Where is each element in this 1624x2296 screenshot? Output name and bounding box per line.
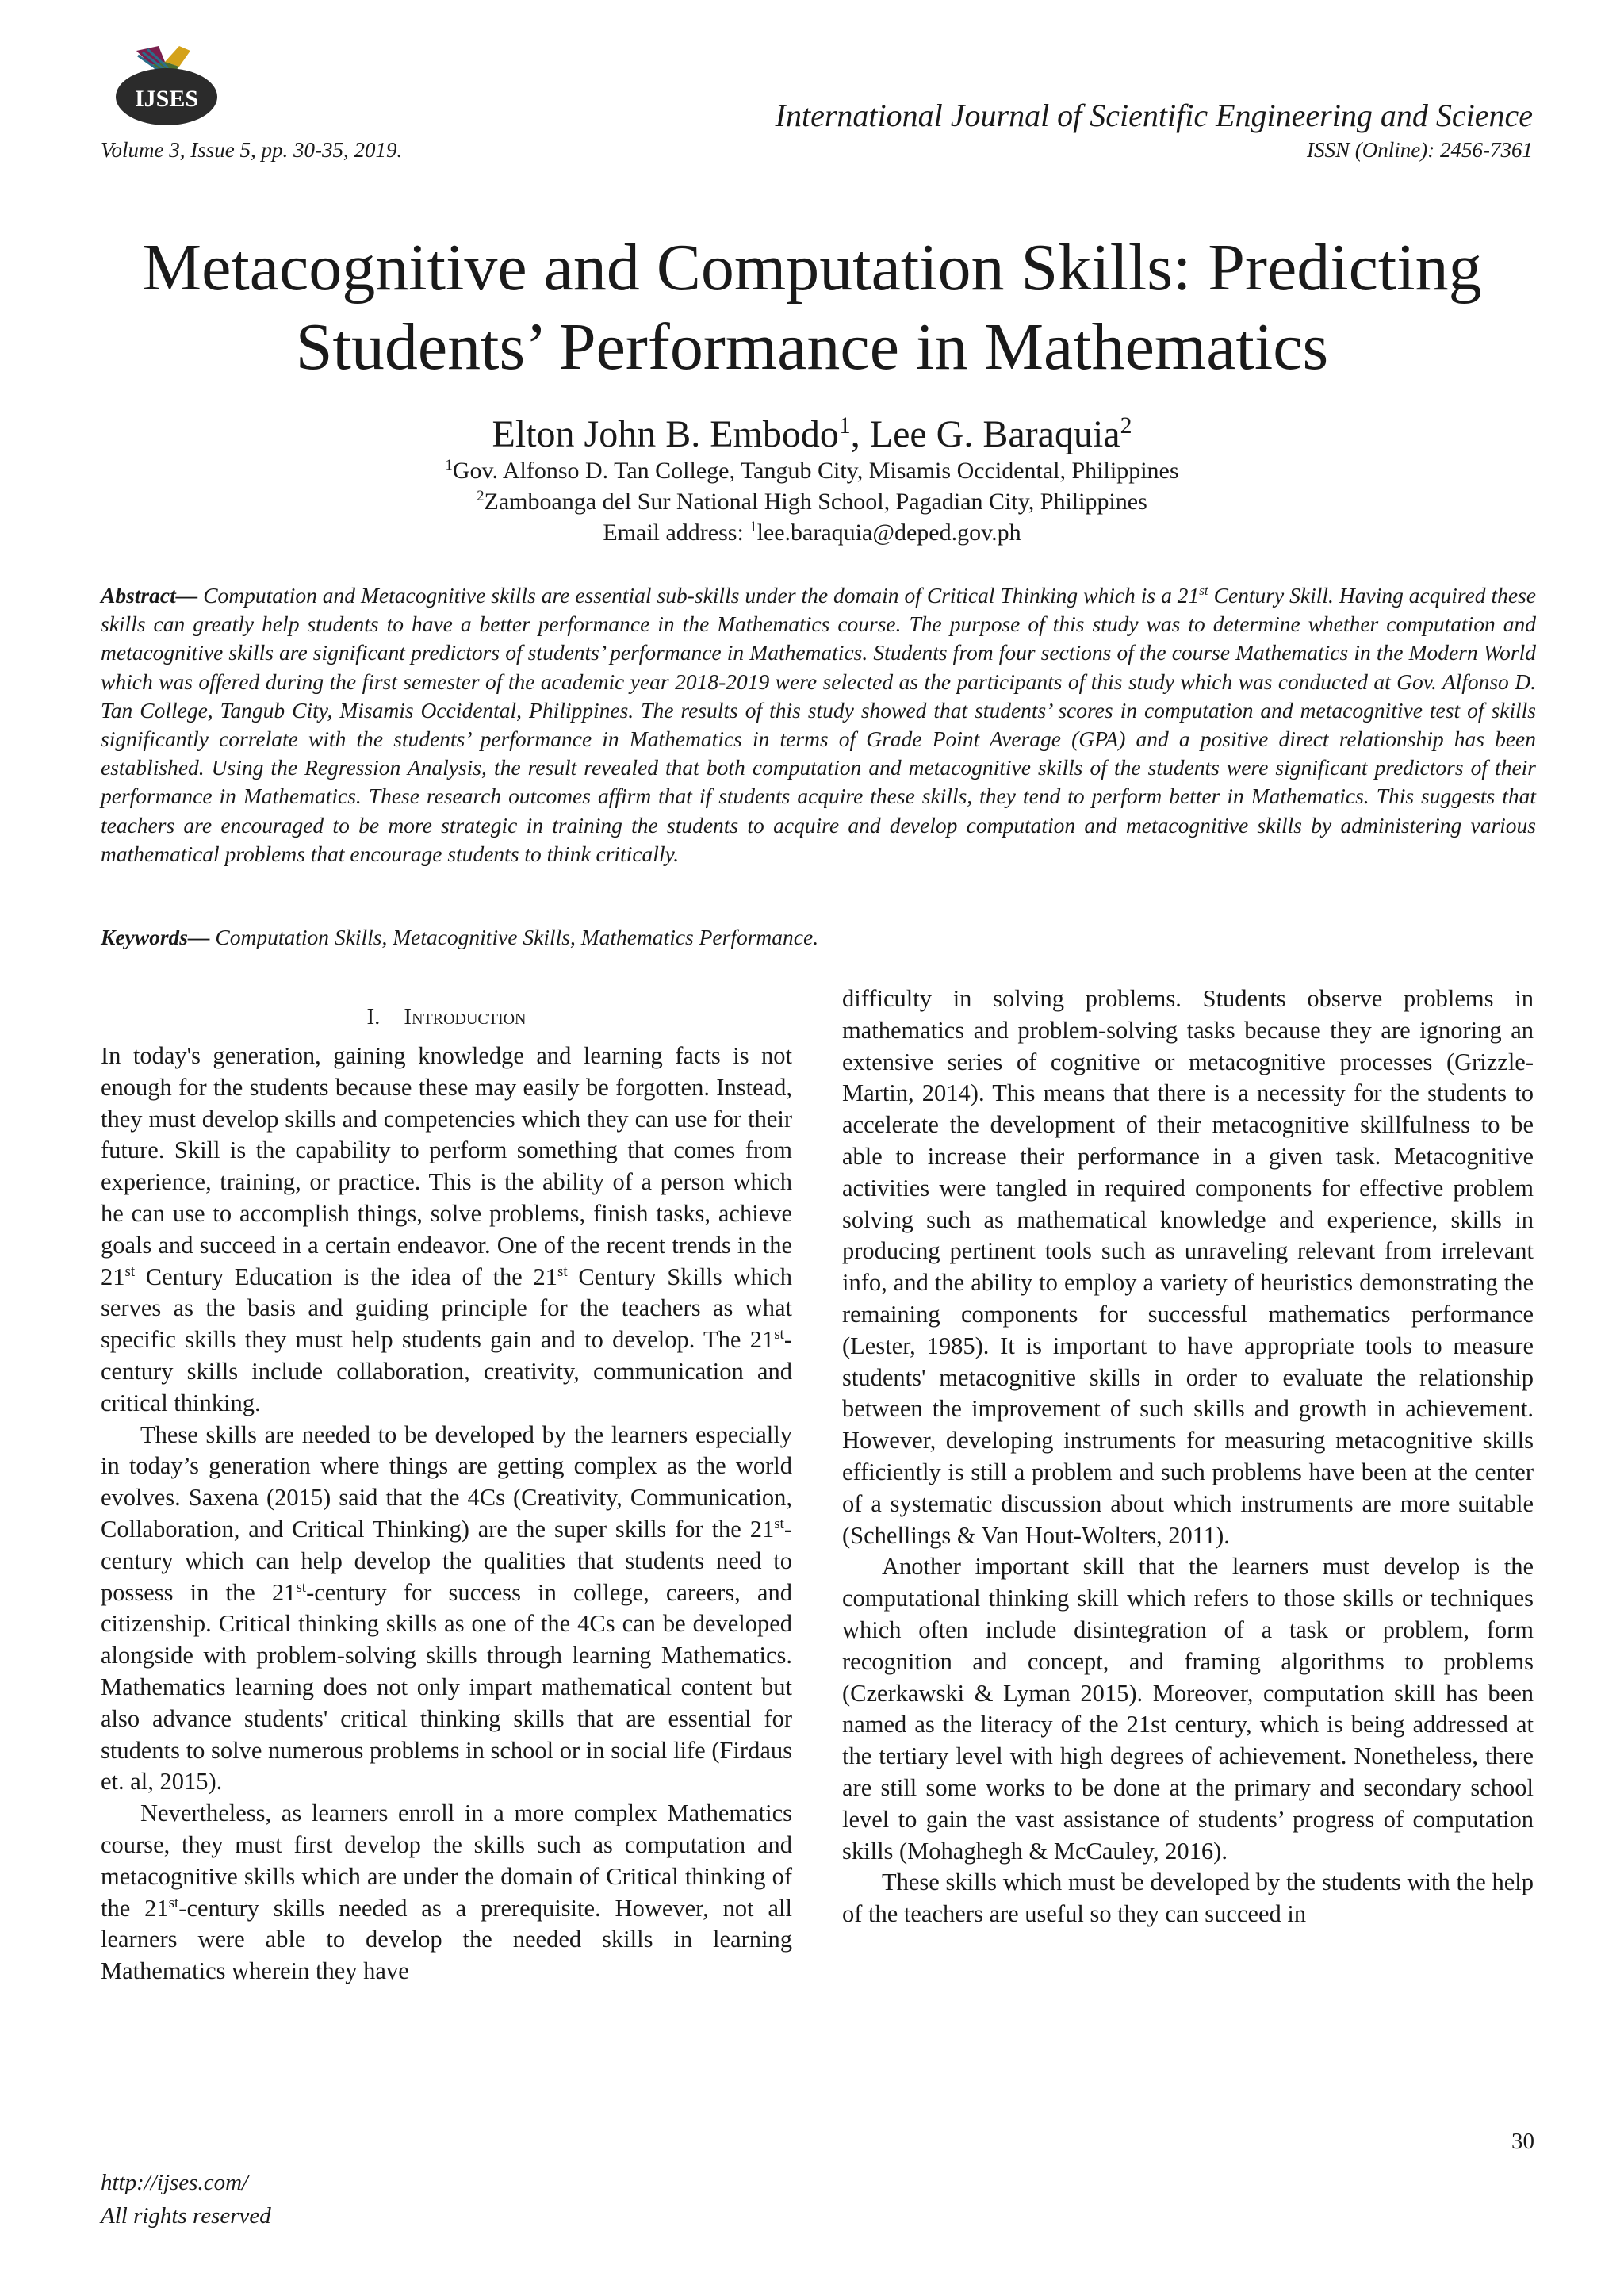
affiliation-1: [0, 455, 1624, 486]
author-2: Lee G. Baraquia: [869, 413, 1120, 455]
author-1: Elton John B. Embodo: [492, 413, 839, 455]
section-number: I.: [366, 1004, 381, 1029]
logo-text: IJSES: [134, 86, 199, 112]
paragraph: These skills which must be developed by the students with the help of the teachers are useful so they can succeed in: [842, 1869, 1534, 1928]
issn: [1307, 138, 1533, 163]
authors: [0, 411, 1624, 458]
keywords: [101, 923, 1536, 952]
paragraph: difficulty in solving problems. Students observe problems in mathematics and problem-solving tasks because they are ignoring an extensive series of cognitive or metacognitive processes (Grizzle-Martin, 2014). This means that there is a necessity for the students to accelerate the development of their metacognitive skillfulness to be able to increase their performance in a given task. Metacognitive activities were tangled in required components for effective problem solving such as mathematical knowledge and experience, skills in producing pertinent tools such as unraveling relevant from irrelevant info, and the ability to employ a variety of heuristics demonstrating the remaining components for successful mathematics performance (Lester, 1985). It is important to have appropriate tools to measure students' metacognitive skills in order to evaluate the relationship between the improvement of such skills and growth in achievement. However, developing instruments for measuring metacognitive skills efficiently is still a problem and such problems have been at the center of a systematic discussion about which instruments are more suitable (Schellings & Van Hout-Wolters, 2011).: [842, 985, 1534, 1549]
left-column: [101, 1001, 792, 1987]
affiliation-2: [0, 486, 1624, 517]
volume-info: Volume 3, Issue 5, pp. 30-35, 2019.: [101, 138, 403, 162]
author-1-sup: 1: [838, 412, 851, 439]
section-title: Introduction: [404, 1004, 527, 1029]
page-number: 30: [1511, 2129, 1534, 2154]
abstract-label: Abstract—: [101, 583, 198, 608]
paper-title: [0, 228, 1624, 387]
email-sup: 1: [749, 519, 757, 535]
affiliation-2-text: Zamboanga del Sur National High School, Pagadian City, Philippines: [484, 489, 1147, 515]
email-label: Email address:: [603, 519, 750, 546]
footer-url[interactable]: http://ijses.com/: [101, 2170, 249, 2195]
keywords-label: Keywords—: [101, 925, 210, 949]
keywords-text: Computation Skills, Metacognitive Skills, Mathematics Performance.: [209, 925, 819, 949]
footer: [101, 2166, 271, 2233]
journal-logo: [103, 35, 230, 130]
affiliation-1-text: Gov. Alfonso D. Tan College, Tangub City, Misamis Occidental, Philippines: [452, 458, 1179, 484]
footer-rights: All rights reserved: [101, 2203, 271, 2229]
email-address[interactable]: lee.baraquia@deped.gov.ph: [756, 519, 1021, 546]
section-heading: [101, 1001, 792, 1033]
title-line-2: Students’ Performance in Mathematics: [295, 310, 1329, 384]
abstract: [101, 581, 1536, 868]
abstract-text-1: Computation and Metacognitive skills are essential sub-skills under the domain of Critical Thinking which is a 21: [197, 583, 1200, 608]
affiliations: [0, 455, 1624, 548]
abstract-text-2: Century Skill. Having acquired these skills can greatly help students to have a better performance in the Mathematics course. The purpose of this study was to determine whether computation and metacognitive skills are significant predictors of students’ performance in Mathematics. Students from four sections of the course Mathematics in the Modern World which was offered during the first semester of the academic year 2018-2019 were selected as the participants of this study which was conducted at Gov. Alfonso D. Tan College, Tangub City, Misamis Occidental, Philippines. The results of this study showed that students’ scores in computation and metacognitive test of skills significantly correlate with the students’ performance in Mathematics in terms of Grade Point Average (GPA) and a positive direct relationship has been established. Using the Regression Analysis, the result revealed that both computation and metacognitive skills of the students were significant predictors of their performance in Mathematics. These research outcomes affirm that if students acquire these skills, they tend to perform better in Mathematics. This suggests that teachers are encouraged to be more strategic in training the students to acquire and develop computation and metacognitive skills by administering various mathematical problems that encourage students to think critically.: [101, 583, 1536, 866]
title-line-1: Metacognitive and Computation Skills: Predicting: [142, 231, 1482, 305]
paragraph: These skills are needed to be developed by the learners especially in today’s generation where things are getting complex as the world evolves. Saxena (2015) said that the 4Cs (Creativity, Communication, Collaboration, and Critical Thinking) are the super skills for the 21st-century which can help develop the qualities that students need to possess in the 21st-century for success in college, careers, and citizenship. Critical thinking skills as one of the 4Cs can be developed alongside with problem-solving skills through learning Mathematics. Mathematics learning does not only impart mathematical content but also advance students' critical thinking skills that are essential for students to solve numerous problems in school or in social life (Firdaus et. al, 2015).: [101, 1420, 792, 1796]
paragraph: Another important skill that the learners must develop is the computational thinking skill which refers to those skills or techniques which often include disintegration of a task or problem, form recognition and concept, and framing algorithms to problems (Czerkawski & Lyman 2015). Moreover, computation skill has been named as the literacy of the 21st century, which is being addressed at the tertiary level with high degrees of achievement. Nonetheless, there are still some works to be done at the primary and secondary school level to gain the vast assistance of students’ progress of computation skills (Mohaghegh & McCauley, 2016).: [842, 1553, 1534, 1865]
paragraph: Nevertheless, as learners enroll in a more complex Mathematics course, they must first develop the skills such as computation and metacognitive skills which are under the domain of Critical thinking of the 21st-century skills needed as a prerequisite. However, not all learners were able to develop the needed skills in learning Mathematics wherein they have: [101, 1800, 792, 1985]
issn-label: ISSN (Online): [1307, 138, 1428, 162]
email-line: [0, 517, 1624, 548]
affiliation-1-sup: 1: [445, 457, 453, 473]
author-2-sup: 2: [1120, 412, 1132, 439]
issn-value: : 2456-7361: [1427, 138, 1533, 162]
abstract-sup: st: [1199, 582, 1208, 598]
paragraph: In today's generation, gaining knowledge and learning facts is not enough for the students because these may easily be forgotten. Instead, they must develop skills and competencies which they can use for their future. Skill is the capability to perform something that comes from experience, training, or practice. This is the ability of a person which he can use to accomplish things, solve problems, finish tasks, achieve goals and succeed in a certain endeavor. One of the recent trends in the 21st Century Education is the idea of the 21st Century Skills which serves as the basis and guiding principle for the teachers as what specific skills they must help students gain and to develop. The 21st-century skills include collaboration, creativity, communication and critical thinking.: [101, 1042, 792, 1416]
right-column: [842, 983, 1534, 1930]
journal-name: International Journal of Scientific Engineering and Science: [775, 98, 1533, 133]
affiliation-2-sup: 2: [477, 488, 485, 504]
author-separator: ,: [850, 413, 870, 455]
